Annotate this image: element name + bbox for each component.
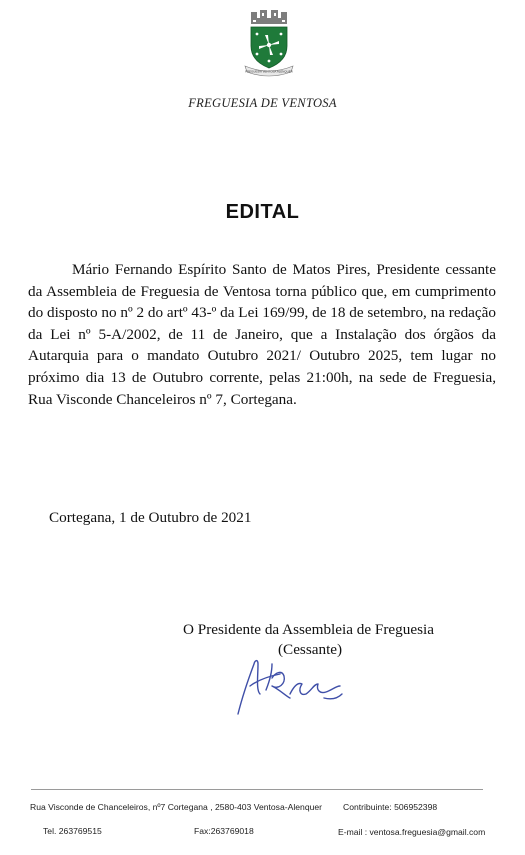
- footer-address: Rua Visconde de Chanceleiros, nº7 Cortegana , 2580-403 Ventosa-Alenquer: [30, 802, 323, 812]
- footer-divider: [31, 789, 483, 790]
- footer-phone: Tel. 263769515: [43, 826, 102, 836]
- handwritten-signature: [228, 650, 368, 722]
- signatory-subtitle: (Cessante): [278, 641, 343, 658]
- footer-taxpayer-number: Contribuinte: 506952398: [343, 802, 438, 812]
- footer-fax: Fax:263769018: [194, 826, 254, 836]
- notice-title: EDITAL: [225, 201, 300, 223]
- footer-email: E-mail : ventosa.freguesia@gmail.com: [338, 827, 486, 837]
- date-line: Cortegana, 1 de Outubro de 2021: [49, 509, 252, 526]
- notice-body: Mário Fernando Espírito Santo de Matos Pires, Presidente cessante da Assembleia de Freguesia de Ventosa torna público que, em cumprimento do disposto no nº 2 do artº 43-º da Lei 169/99, de 18 de setembro, na redação da Lei nº 5-A/2002, de 11 de Janeiro, que a Instalação dos órgãos da Autarquia para o mandato Outubro 2021/ Outubro 2025, tem lugar no próximo dia 13 de Outubro corrente, pelas 21:00h, na sede de Freguesia, Rua Visconde Chanceleiros nº 7, Cortegana.: [28, 261, 496, 408]
- parish-crest-logo: [239, 8, 299, 78]
- parish-name: FREGUESIA DE VENTOSA: [188, 96, 337, 110]
- crest-motto: FREGUESIA VENTOSA ALENQUER: [245, 69, 293, 74]
- signatory-title: O Presidente da Assembleia de Freguesia: [183, 621, 434, 638]
